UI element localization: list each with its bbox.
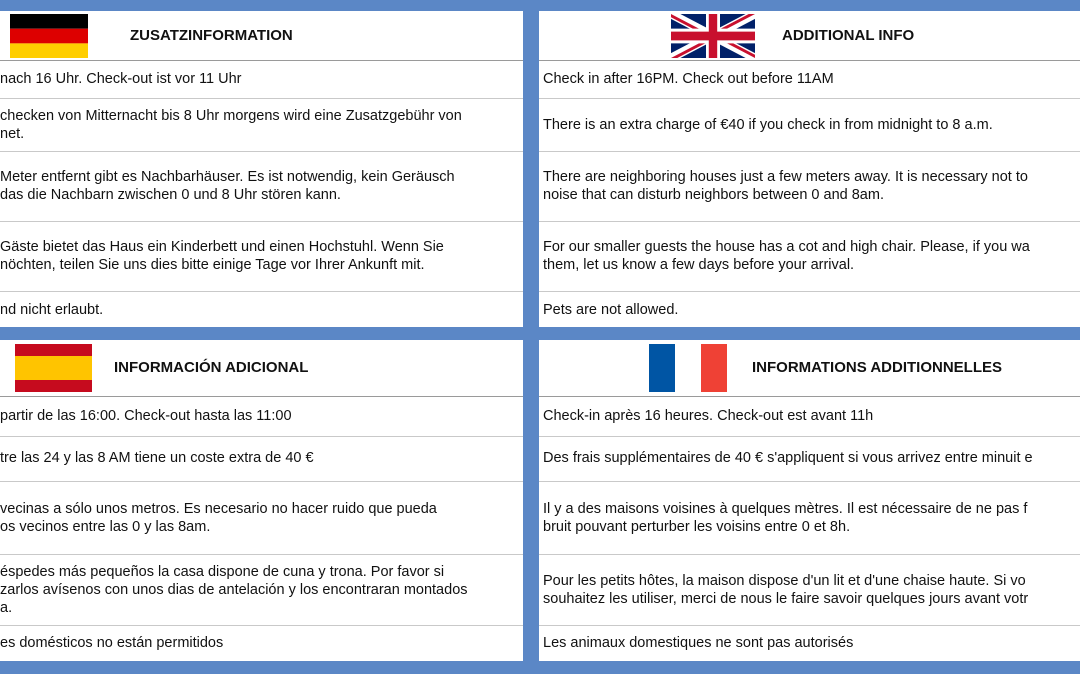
- row-text: zarlos avísenos con unos dias de antelación y los encontraran montados: [0, 582, 468, 598]
- section-title-german: ZUSATZINFORMATION: [130, 27, 293, 44]
- row-text: éspedes más pequeños la casa dispone de cuna y trona. Por favor si: [0, 564, 445, 580]
- table-row: [539, 626, 1080, 661]
- row-text: Les animaux domestiques ne sont pas autorisés: [543, 635, 854, 651]
- table-row: [539, 292, 1080, 327]
- panel-spanish: [0, 340, 523, 661]
- table-row: [539, 437, 1080, 482]
- row-text: vecinas a sólo unos metros. Es necesario no hacer ruido que pueda: [0, 501, 437, 517]
- row-text: Check in after 16PM. Check out before 11AM: [543, 71, 834, 87]
- row-text: souhaitez les utiliser, merci de nous le faire savoir quelques jours avant votr: [543, 591, 1029, 607]
- row-text: noise that can disturb neighbors between 0 and 8am.: [543, 187, 884, 203]
- row-text: tre las 24 y las 8 AM tiene un coste extra de 40 €: [0, 450, 314, 466]
- row-text: Des frais supplémentaires de 40 € s'appliquent si vous arrivez entre minuit e: [543, 450, 1033, 466]
- panel-english: [539, 11, 1080, 327]
- table-row: [539, 555, 1080, 626]
- row-text: nach 16 Uhr. Check-out ist vor 11 Uhr: [0, 71, 242, 87]
- table-row: [539, 397, 1080, 437]
- row-text: Gäste bietet das Haus ein Kinderbett und einen Hochstuhl. Wenn Sie: [0, 239, 444, 255]
- row-text: nöchten, teilen Sie uns dies bitte einige Tage vor Ihrer Ankunft mit.: [0, 257, 425, 273]
- uk-flag-icon: [671, 14, 755, 58]
- section-title-french: INFORMATIONS ADDITIONNELLES: [752, 359, 1002, 376]
- row-text: es domésticos no están permitidos: [0, 635, 224, 651]
- row-text: Meter entfernt gibt es Nachbarhäuser. Es ist notwendig, kein Geräusch: [0, 169, 455, 185]
- row-text: net.: [0, 126, 25, 142]
- row-text: bruit pouvant perturber les voisins entre 0 et 8h.: [543, 519, 851, 535]
- row-text: nd nicht erlaubt.: [0, 302, 104, 318]
- row-text: Pets are not allowed.: [543, 302, 679, 318]
- table-row: [0, 152, 523, 222]
- header-row-french: [539, 340, 1080, 397]
- section-title-english: ADDITIONAL INFO: [782, 27, 915, 44]
- header-row-english: [539, 11, 1080, 61]
- row-text: os vecinos entre las 0 y las 8am.: [0, 519, 211, 535]
- table-row: [0, 482, 523, 555]
- table-row: [0, 555, 523, 626]
- france-flag-icon: [649, 344, 727, 392]
- row-text: There is an extra charge of €40 if you check in from midnight to 8 a.m.: [543, 117, 993, 133]
- row-text: das die Nachbarn zwischen 0 und 8 Uhr stören kann.: [0, 187, 341, 203]
- panel-german: [0, 11, 523, 327]
- table-row: [539, 152, 1080, 222]
- section-title-spanish: INFORMACIÓN ADICIONAL: [114, 359, 309, 376]
- row-text: checken von Mitternacht bis 8 Uhr morgens wird eine Zusatzgebühr von: [0, 108, 462, 124]
- table-row: [539, 222, 1080, 292]
- table-row: [0, 292, 523, 327]
- table-row: [539, 61, 1080, 99]
- row-text: partir de las 16:00. Check-out hasta las 11:00: [0, 408, 292, 424]
- row-text: a.: [0, 600, 13, 616]
- row-text: There are neighboring houses just a few meters away. It is necessary not to: [543, 169, 1028, 185]
- row-text: Check-in après 16 heures. Check-out est avant 11h: [543, 408, 874, 424]
- germany-flag-icon: [10, 14, 88, 58]
- table-row: [539, 482, 1080, 555]
- row-text: For our smaller guests the house has a cot and high chair. Please, if you wa: [543, 239, 1030, 255]
- header-row-spanish: [0, 340, 523, 397]
- table-row: [0, 99, 523, 152]
- table-row: [539, 99, 1080, 152]
- table-row: [0, 397, 523, 437]
- row-text: Il y a des maisons voisines à quelques mètres. Il est nécessaire de ne pas f: [543, 501, 1028, 517]
- table-row: [0, 626, 523, 661]
- row-text: Pour les petits hôtes, la maison dispose d'un lit et d'une chaise haute. Si vo: [543, 573, 1026, 589]
- table-row: [0, 437, 523, 482]
- header-row-german: [0, 11, 523, 61]
- spain-flag-icon: [15, 344, 92, 392]
- row-text: them, let us know a few days before your arrival.: [543, 257, 855, 273]
- panel-french: [539, 340, 1080, 661]
- table-row: [0, 222, 523, 292]
- table-row: [0, 61, 523, 99]
